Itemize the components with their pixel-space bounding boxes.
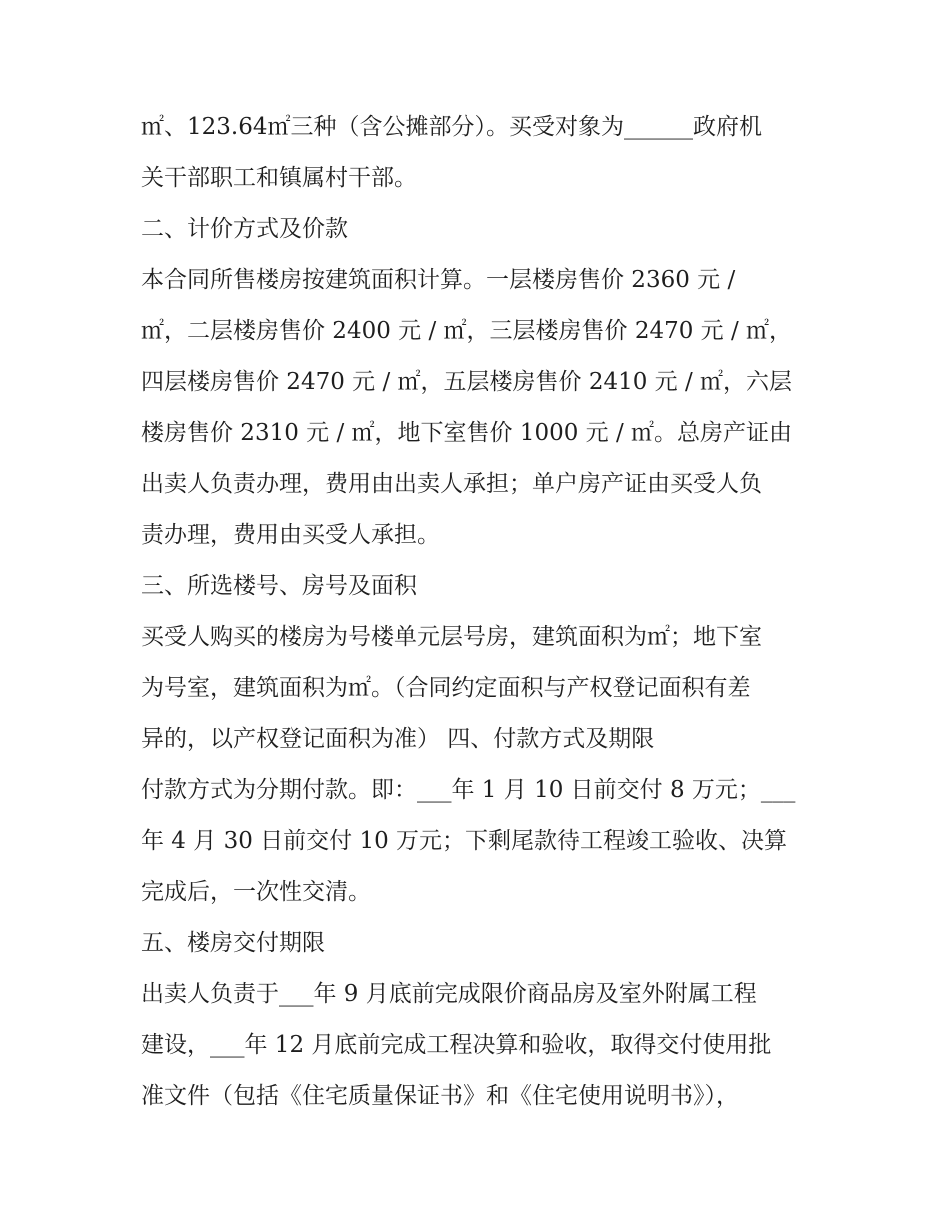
text-line-6: 四层楼房售价 2470 元 / ㎡，五层楼房售价 2410 元 / ㎡，六层 [141, 369, 793, 395]
section-heading-unit-selection: 三、所选楼号、房号及面积 [141, 573, 417, 599]
section-heading-pricing: 二、计价方式及价款 [141, 216, 348, 242]
text-line-11: 买受人购买的楼房为号楼单元层号房，建筑面积为㎡；地下室 [141, 624, 762, 650]
text-line-1: ㎡、123.64㎡三种（含公摊部分）。买受对象为______政府机 [141, 114, 762, 140]
text-line-7: 楼房售价 2310 元 / ㎡，地下室售价 1000 元 / ㎡。总房产证由 [141, 420, 793, 446]
text-line-2: 关干部职工和镇属村干部。 [141, 165, 417, 191]
text-line-12: 为号室，建筑面积为㎡。（合同约定面积与产权登记面积有差 [141, 675, 751, 701]
text-line-19: 建设，___年 12 月底前完成工程决算和验收，取得交付使用批 [141, 1032, 772, 1058]
text-line-14: 付款方式为分期付款。即：___年 1 月 10 日前交付 8 万元；___ [141, 777, 796, 803]
document-body [141, 102, 821, 1122]
text-line-16: 完成后，一次性交清。 [141, 879, 371, 905]
text-line-20: 准文件（包括《住宅质量保证书》和《住宅使用说明书》）， [141, 1083, 739, 1109]
section-heading-delivery: 五、楼房交付期限 [141, 930, 325, 956]
text-line-9: 责办理，费用由买受人承担。 [141, 522, 440, 548]
text-line-18: 出卖人负责于___年 9 月底前完成限价商品房及室外附属工程 [141, 981, 757, 1007]
text-line-15: 年 4 月 30 日前交付 10 万元；下剩尾款待工程竣工验收、决算 [141, 828, 788, 854]
text-line-8: 出卖人负责办理，费用由出卖人承担；单户房产证由买受人负 [141, 471, 762, 497]
text-line-13: 异的，以产权登记面积为准） 四、付款方式及期限 [141, 726, 655, 752]
text-line-5: ㎡，二层楼房售价 2400 元 / ㎡，三层楼房售价 2470 元 / ㎡， [141, 318, 793, 344]
text-line-4: 本合同所售楼房按建筑面积计算。一层楼房售价 2360 元 / [141, 267, 736, 293]
